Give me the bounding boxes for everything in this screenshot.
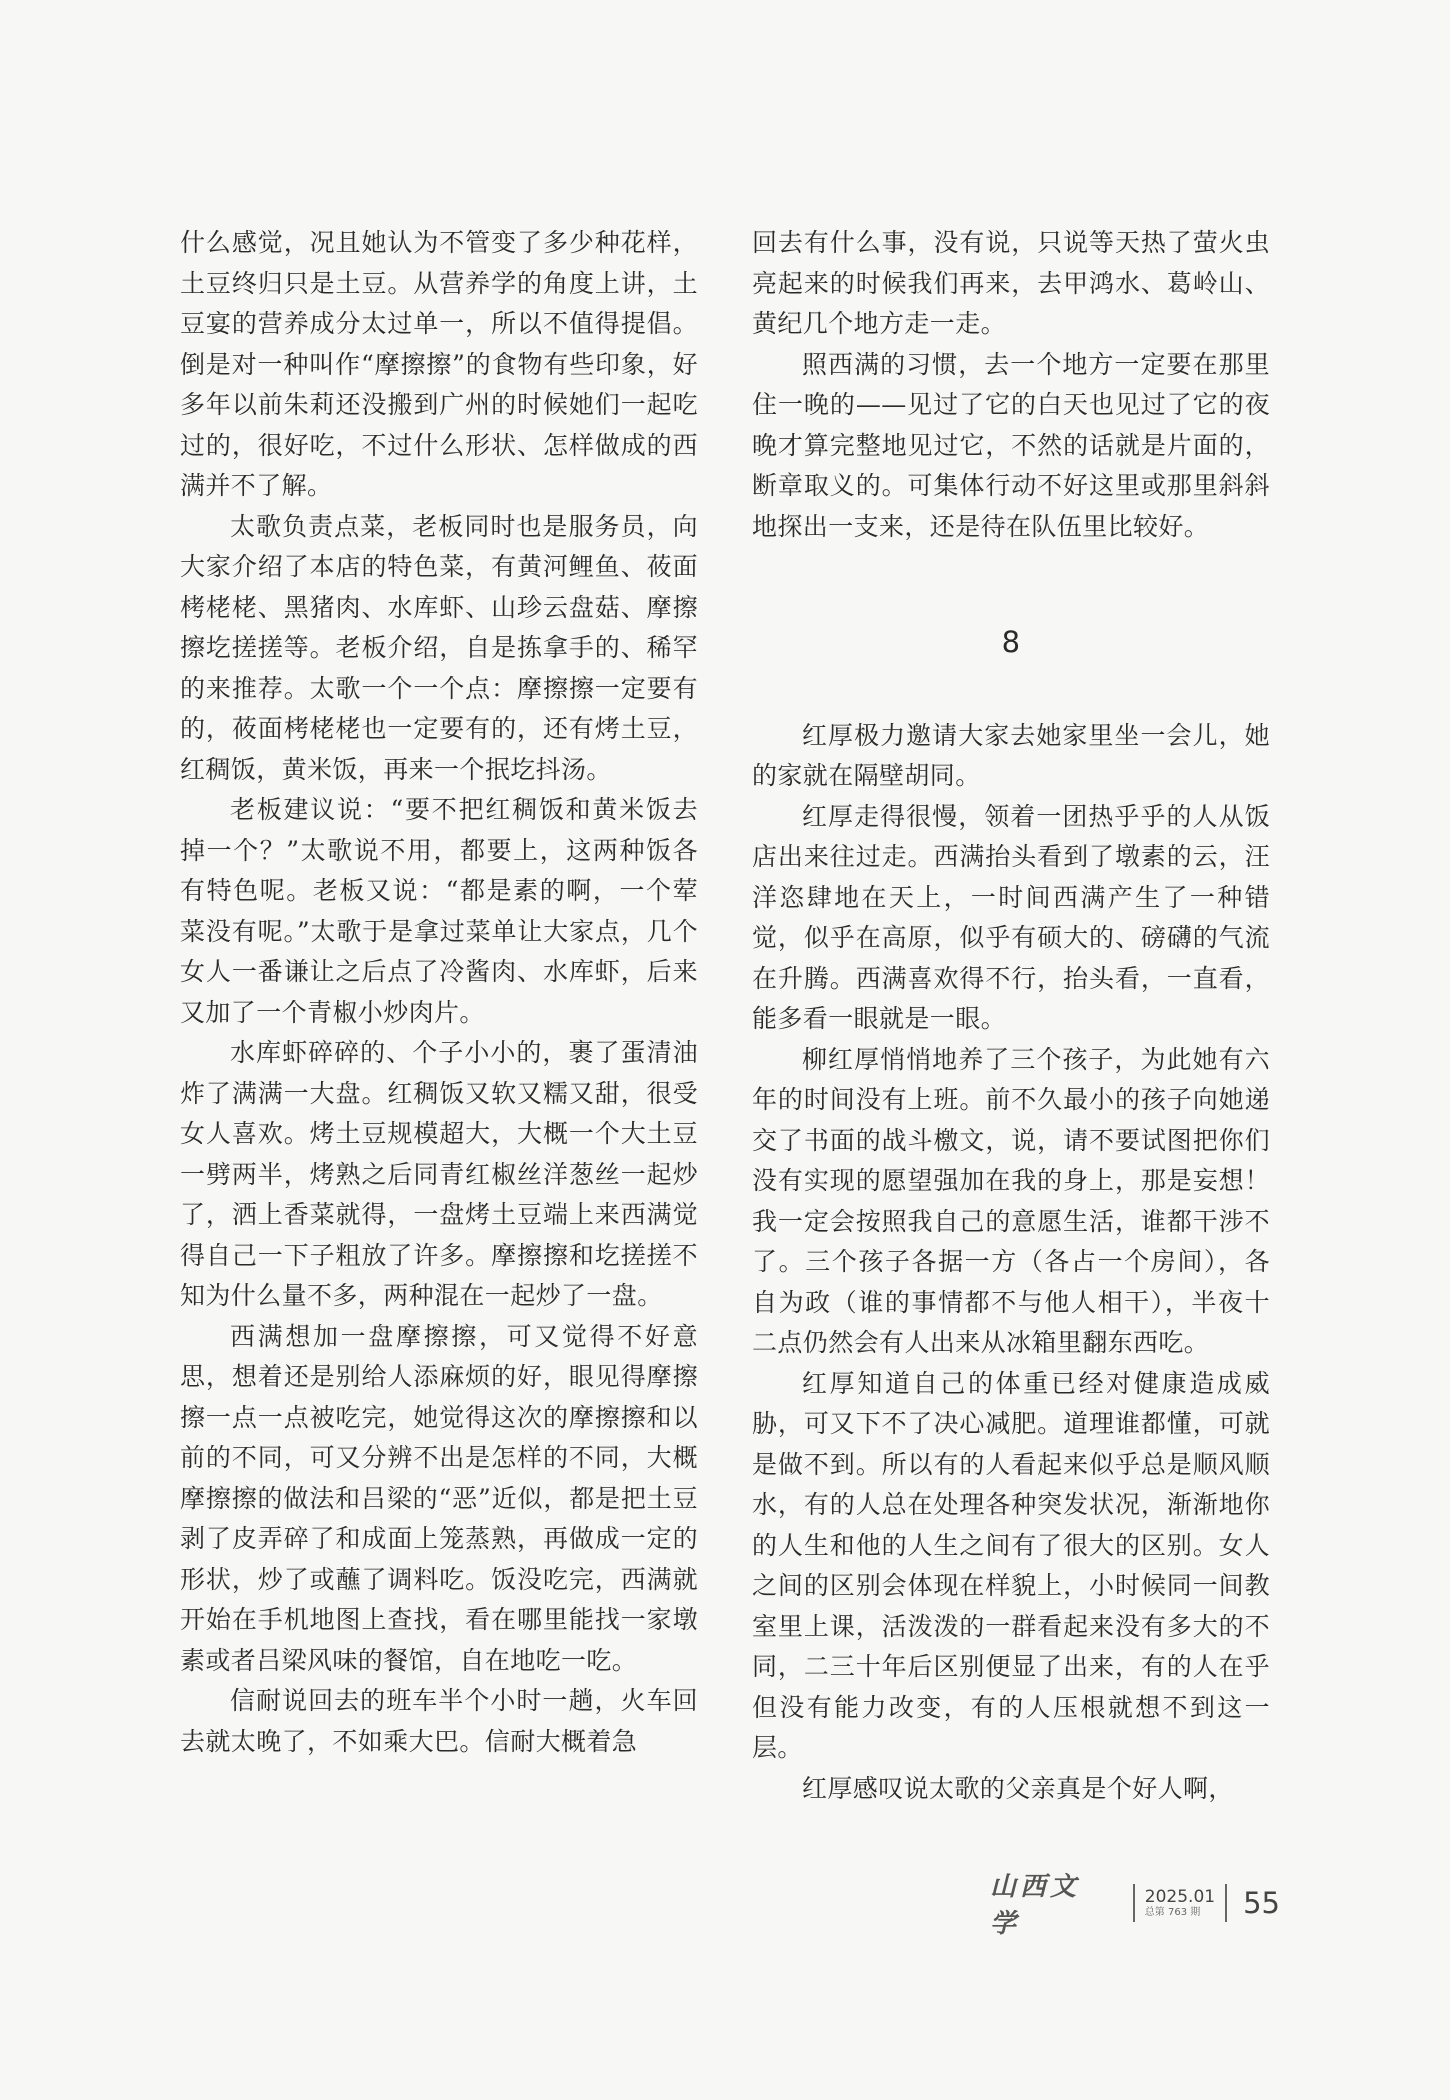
issue-info: [1145, 1888, 1215, 1918]
paragraph: 柳红厚悄悄地养了三个孩子，为此她有六年的时间没有上班。前不久最小的孩子向她递交了书面的战斗檄文，说，请不要试图把你们没有实现的愿望强加在我的身上，那是妄想！我一定会按照我自己的意愿生活，谁都干涉不了。三个孩子各据一方（各占一个房间），各自为政（谁的事情都不与他人相干），半夜十二点仍然会有人出来从冰箱里翻东西吃。: [752, 1044, 1270, 1357]
page-footer: [989, 1872, 1280, 1939]
divider: [1225, 1884, 1227, 1922]
paragraph: 什么感觉，况且她认为不管变了多少种花样，土豆终归只是土豆。从营养学的角度上讲，土豆宴的营养成分太过单一，所以不值得提倡。倒是对一种叫作“摩擦擦”的食物有些印象，好多年以前朱莉还没搬到广州的时候她们一起吃过的，很好吃，不过什么形状、怎样做成的西满并不了解。: [180, 228, 698, 500]
paragraph: 回去有什么事，没有说，只说等天热了萤火虫亮起来的时候我们再来，去甲鸿水、葛岭山、黄纪几个地方走一走。: [752, 228, 1270, 338]
paragraph: 老板建议说：“要不把红稠饭和黄米饭去掉一个？”太歌说不用，都要上，这两种饭各有特色呢。老板又说：“都是素的啊，一个荤菜没有呢。”太歌于是拿过菜单让大家点，几个女人一番谦让之后点了冷酱肉、水库虾，后来又加了一个青椒小炒肉片。: [180, 795, 698, 1027]
paragraph: 太歌负责点菜，老板同时也是服务员，向大家介绍了本店的特色菜，有黄河鲤鱼、莜面栲栳栳、黑猪肉、水库虾、山珍云盘菇、摩擦擦圪搓搓等。老板介绍，自是拣拿手的、稀罕的来推荐。太歌一个一个点：摩擦擦一定要有的，莜面栲栳栳也一定要有的，还有烤土豆，红稠饭，黄米饭，再来一个抿圪抖汤。: [180, 511, 698, 784]
section-heading: 8: [1001, 625, 1021, 659]
paragraph: 信耐说回去的班车半个小时一趟，火车回去就太晚了，不如乘大巴。信耐大概着急: [180, 1686, 698, 1756]
magazine-logo: 山西文学: [989, 1872, 1080, 1939]
paragraph: 红厚极力邀请大家去她家里坐一会儿，她的家就在隔壁胡同。: [752, 720, 1270, 790]
paragraph: 红厚走得很慢，领着一团热乎乎的人从饭店出来往过走。西满抬头看到了墩素的云，汪洋恣肆地在天上，一时间西满产生了一种错觉，似乎在高原，似乎有硕大的、磅礴的气流在升腾。西满喜欢得不行，抬头看，一直看，能多看一眼就是一眼。: [752, 801, 1270, 1033]
divider: [1133, 1884, 1135, 1922]
left-column: [180, 223, 698, 1762]
issue-number: 总第 763 期: [1144, 1906, 1201, 1918]
right-column: [752, 223, 1270, 1809]
issue-date: 2025.01: [1144, 1887, 1216, 1908]
paragraph: 照西满的习惯，去一个地方一定要在那里住一晚的——见过了它的白天也见过了它的夜晚才算完整地见过它，不然的话就是片面的，断章取义的。可集体行动不好这里或那里斜斜地探出一支来，还是待在队伍里比较好。: [752, 349, 1270, 541]
paragraph: 西满想加一盘摩擦擦，可又觉得不好意思，想着还是别给人添麻烦的好，眼见得摩擦擦一点一点被吃完，她觉得这次的摩擦擦和以前的不同，可又分辨不出是怎样的不同，大概摩擦擦的做法和吕梁的“恶”近似，都是把土豆剥了皮弄碎了和成面上笼蒸熟，再做成一定的形状，炒了或蘸了调料吃。饭没吃完，西满就开始在手机地图上查找，看在哪里能找一家墩素或者吕梁风味的餐馆，自在地吃一吃。: [180, 1321, 698, 1675]
paragraph: 红厚感叹说太歌的父亲真是个好人啊，: [802, 1773, 1234, 1803]
page-number: 55: [1243, 1886, 1280, 1920]
paragraph: 水库虾碎碎的、个子小小的，裹了蛋清油炸了满满一大盘。红稠饭又软又糯又甜，很受女人喜欢。烤土豆规模超大，大概一个大土豆一劈两半，烤熟之后同青红椒丝洋葱丝一起炒了，洒上香菜就得，一盘烤土豆端上来西满觉得自己一下子粗放了许多。摩擦擦和圪搓搓不知为什么量不多，两种混在一起炒了一盘。: [180, 1038, 698, 1310]
paragraph: 红厚知道自己的体重已经对健康造成威胁，可又下不了决心减肥。道理谁都懂，可就是做不到。所以有的人看起来似乎总是顺风顺水，有的人总在处理各种突发状况，渐渐地你的人生和他的人生之间有了很大的区别。女人之间的区别会体现在样貌上，小时候同一间教室里上课，活泼泼的一群看起来没有多大的不同，二三十年后区别便显了出来，有的人在乎但没有能力改变，有的人压根就想不到这一层。: [752, 1368, 1270, 1762]
